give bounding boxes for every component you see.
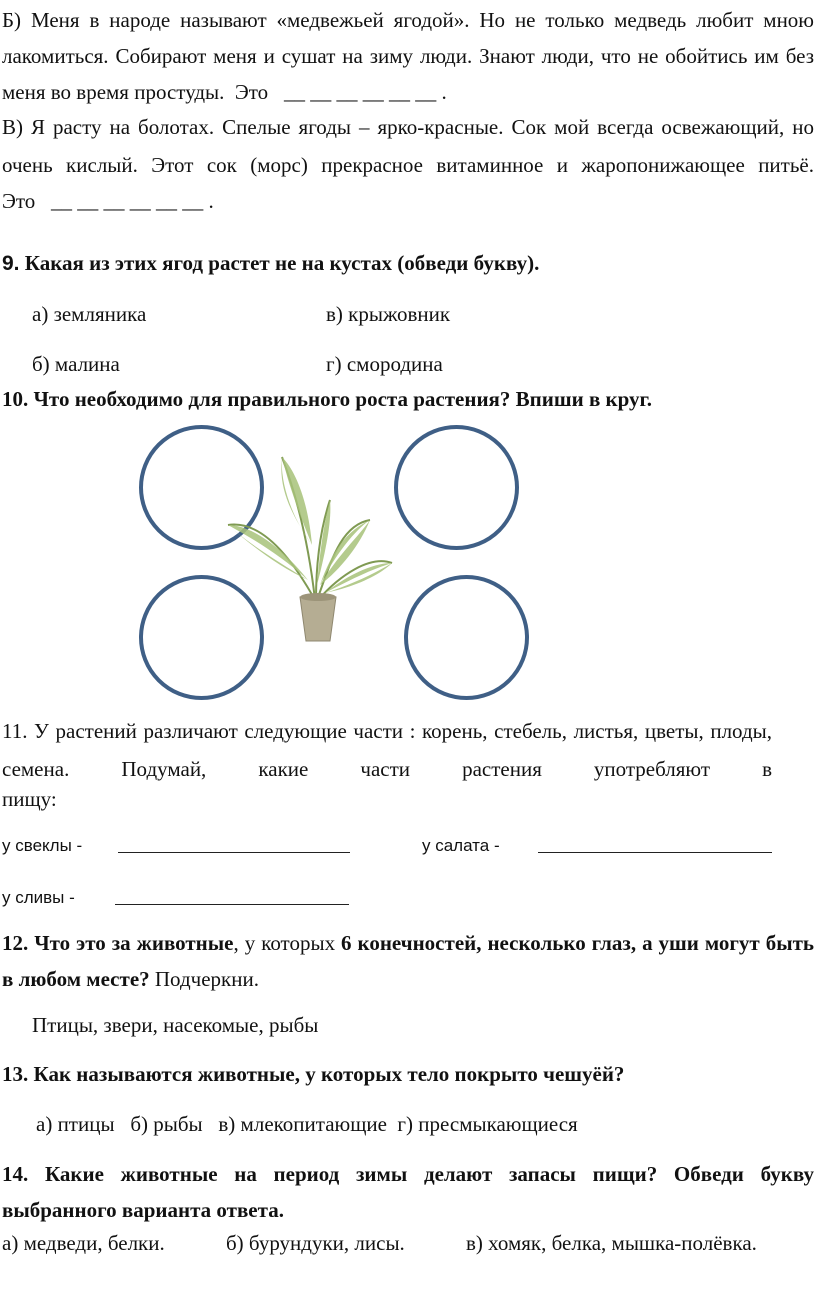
- q12-instruction: Подчеркни.: [149, 967, 259, 991]
- q11-plum-answer-line[interactable]: [115, 904, 349, 905]
- q12-options[interactable]: Птицы, звери, насекомые, рыбы: [32, 1013, 319, 1037]
- q11-salad-answer-line[interactable]: [538, 852, 772, 853]
- riddle-v-answer: [2, 182, 702, 220]
- q12-bold-start: 12. Что это за животные: [2, 931, 234, 955]
- q14-question: 14. Какие животные на период зимы делают запасы пищи? Обведи букву выбранного варианта ответа.: [2, 1162, 814, 1222]
- riddle-v-text: В) Я расту на болотах. Спелые ягоды – ярко-красные. Сок мой всегда освежающий, но очень кислый. Этот сок (морс) прекрасное витаминное и жаропонижающее питьё.: [2, 115, 814, 177]
- riddle-b-text: Б) Меня в народе называют «медвежьей ягодой». Но не только медведь любит мною лакомиться. Собирают меня и сушат на зиму люди. Знают люди, что не обойтись им без меня во время простуды.: [2, 8, 814, 104]
- q11-plum-label: у сливы -: [2, 888, 75, 907]
- q10-question: 10. Что необходимо для правильного роста растения? Впиши в круг.: [2, 387, 652, 411]
- answer-circle-top-right[interactable]: [394, 425, 519, 550]
- q9-text: Какая из этих ягод растет не на кустах (обведи букву).: [24, 251, 540, 275]
- potted-palm-icon: [220, 445, 405, 645]
- riddle-b-blanks[interactable]: __ __ __ __ __ __ .: [283, 80, 447, 104]
- q9-option-v[interactable]: в) крыжовник: [326, 302, 451, 326]
- q12-bold-end: 6 конечностей, несколько глаз, а уши могут быть в любом месте?: [2, 931, 815, 991]
- q11-salad-label: у салата -: [422, 836, 500, 855]
- riddle-v-prompt: Это: [2, 189, 36, 213]
- q11-beet-answer-line[interactable]: [118, 852, 350, 853]
- q11-beet-label: у свеклы -: [2, 836, 83, 855]
- q11-text: 11. У растений различают следующие части : корень, стебель, листья, цветы, плоды, семена. Подумай, какие части растения употребляют в: [2, 719, 772, 781]
- riddle-b-prompt: Это: [234, 80, 269, 104]
- q14-option-b[interactable]: б) бурундуки, лисы.: [226, 1231, 405, 1255]
- q9-number: 9.: [2, 252, 20, 275]
- answer-circle-bottom-right[interactable]: [404, 575, 529, 700]
- q9-option-g[interactable]: г) смородина: [326, 352, 443, 376]
- q9-option-a[interactable]: а) земляника: [32, 302, 147, 326]
- q13-question: 13. Как называются животные, у которых тело покрыто чешуёй?: [2, 1062, 625, 1086]
- q9-option-b[interactable]: б) малина: [32, 352, 120, 376]
- q11-question: [2, 712, 772, 788]
- q12-question: [2, 925, 814, 997]
- riddle-b: [2, 2, 814, 110]
- q14-option-a[interactable]: а) медведи, белки.: [2, 1231, 165, 1255]
- q11-question-tail: пищу:: [2, 787, 57, 811]
- q13-options[interactable]: а) птицы б) рыбы в) млекопитающие г) пресмыкающиеся: [36, 1112, 578, 1136]
- q9-question: [2, 245, 814, 282]
- riddle-v: [2, 108, 814, 184]
- q12-mid: , у которых: [233, 931, 342, 955]
- q14-option-v[interactable]: в) хомяк, белка, мышка-полёвка.: [466, 1231, 757, 1255]
- riddle-v-blanks[interactable]: __ __ __ __ __ __ .: [51, 189, 214, 213]
